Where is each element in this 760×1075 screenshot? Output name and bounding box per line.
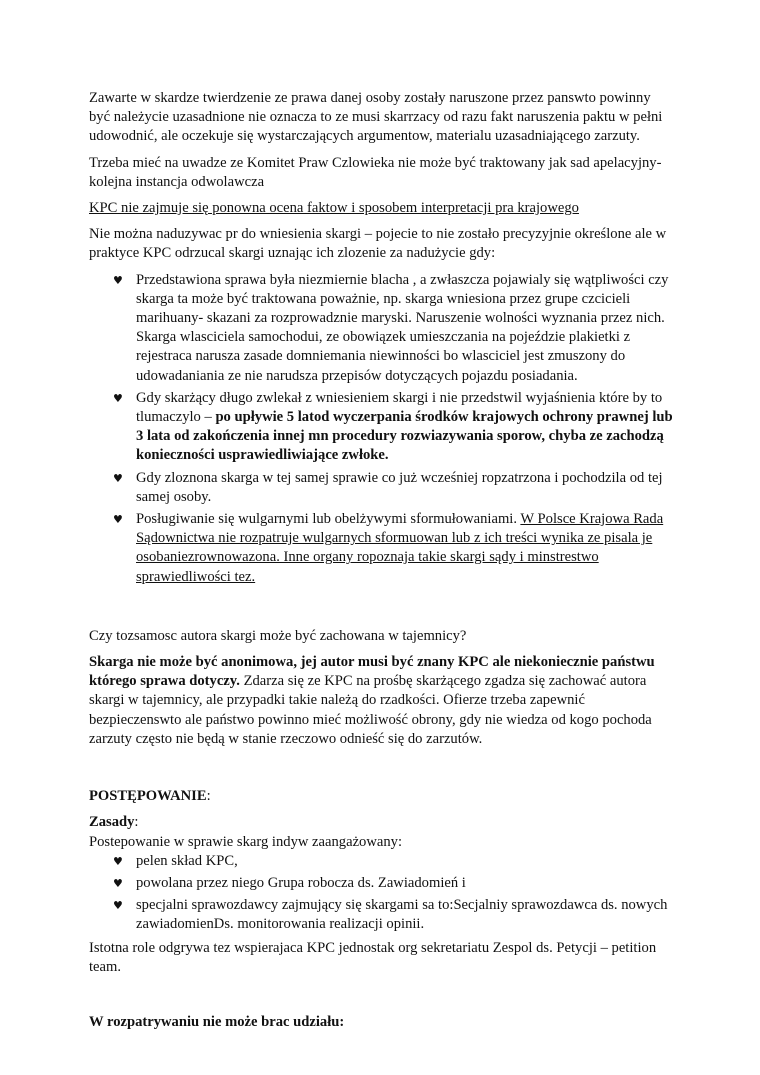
closing-heading <box>89 1013 674 1032</box>
list-item <box>89 874 674 893</box>
paragraph-justification: Zawarte w skardze twierdzenie ze prawa danej osoby zostały naruszone przez panswto powinny być należycie uzasadnione nie oznacza to ze musi skarrzacy od razu fakt naruszenia paktu w pełni udowodnić, ale oczekuje się wystarczających argumentow, materialu uzasadniającego zarzuty. <box>89 90 663 145</box>
rules-intro: Postepowanie w sprawie skarg indyw zaangażowany: <box>89 833 403 850</box>
paragraph-abuse-intro: Nie można naduzywac pr do wniesienia skargi – pojecie to nie zostało precyzyjnie określone ale w praktyce KPC odrzucal skargi uznając ich zlozenie za nadużycie gdy: <box>89 226 667 262</box>
list-item-bold-text: po upływie 5 latod wyczerpania środków krajowych ochrony prawnej lub 3 lata od zakończenia innej mn procedury rozwiazywania sporow, chyba ze zachodzą konieczności usprawiedliwiające zwłoke. <box>136 409 673 464</box>
list-item-text: Posługiwanie się wulgarnymi lub obelżywymi sformułowaniami. <box>136 511 521 528</box>
heart-bullet-icon: ♥ <box>113 854 123 868</box>
paragraph-committee-note: Trzeba mieć na uwadze ze Komitet Praw Czlowieka nie może być traktowany jak sad apelacyjny- kolejna instancja odwolawcza <box>89 154 662 190</box>
question-anonymity: Czy tozsamosc autora skargi może być zachowana w tajemnicy? <box>89 627 467 644</box>
rules-colon: : <box>134 814 139 831</box>
heart-bullet-icon: ♥ <box>113 273 123 287</box>
heart-bullet-icon: ♥ <box>113 513 123 527</box>
anonymity-bold-text: Skarga nie może być anonimowa, jej autor musi być znany KPC ale niekoniecznie państwu którego sprawa dotyczy. <box>89 654 655 690</box>
heading-procedure <box>89 787 674 806</box>
heart-bullet-icon: ♥ <box>113 876 123 890</box>
underlined-statement: KPC nie zajmuje się ponowna ocena faktow i sposobem interpretacji pra krajowego <box>89 200 579 217</box>
heading-procedure-text: POSTĘPOWANIE <box>89 788 207 805</box>
list-item <box>89 896 674 934</box>
list-item-text: Gdy skarżący długo zwlekał z wniesieniem skargi i nie przedstwil wyjaśnienia które by to tlumaczylo – <box>136 389 663 426</box>
closing-bold-text: W rozpatrywaniu nie może brac udziału: <box>89 1013 345 1030</box>
heart-bullet-icon: ♥ <box>113 899 123 913</box>
abuse-cases-list <box>89 271 674 587</box>
list-item-text: specjalni sprawozdawcy zajmujący się skargami sa to:Secjalniy sprawozdawca ds. nowych zawiadomienDs. monitorowania realizacji opinii. <box>136 897 668 933</box>
list-item-text: Gdy zloznona skarga w tej samej sprawie co już wcześniej ropzatrzona i pochodzila od tej samej osoby. <box>136 469 663 505</box>
heart-bullet-icon: ♥ <box>113 391 123 405</box>
rules-heading <box>89 813 674 832</box>
heart-bullet-icon: ♥ <box>113 471 123 485</box>
list-item <box>89 389 674 466</box>
paragraph-anonymity-answer <box>89 653 674 749</box>
list-item-text: pelen skład KPC, <box>136 852 238 869</box>
list-item <box>89 271 674 386</box>
list-item <box>89 510 674 587</box>
rules-label: Zasady <box>89 814 135 831</box>
list-item <box>89 852 674 871</box>
list-item <box>89 469 674 507</box>
participants-list <box>89 852 674 935</box>
anonymity-text: Zdarza się ze KPC na prośbę skarżącego zgadza się zachować autora skargi w tajemnicy, ale przypadki takie należą do rzadkości. Ofierze trzeba zapewnić bezpieczenswto ale państwo powinno mieć możliwość obrony, gdy nie wiedza od kogo pochoda zarzuty często nie będą w stanie rzeczowo odnieść się do zarzutów. <box>89 673 652 747</box>
list-item-text: powolana przez niego Grupa robocza ds. Zawiadomień i <box>136 874 466 891</box>
heading-colon: : <box>206 788 211 805</box>
paragraph-kpc-scope <box>89 199 674 218</box>
paragraph-secretariat: Istotna role odgrywa tez wspierajaca KPC jednostak org sekretariatu Zespol ds. Petycji – petition team. <box>89 939 657 975</box>
list-item-text: Przedstawiona sprawa była niezmiernie blacha , a zwłaszcza pojawialy się wątpliwości czy skarga ta może być traktowana poważnie, np. skarga wniesiona przez grupe czcicieli marihuany- skazani za rozprowadznie maryski. Naruszenie wolności wyznania przez nich. Skarga wlasciciela samochodui, ze obowiązek umieszczania na pojeździe plakietki z rejestraca narusza zasade domniemania niewinności bo wlasciciel jest zmuszony do udowadaniania ze nie narudsza przepisów dotyczących pojazdu posiadania. <box>136 271 669 384</box>
list-item-underlined-text: W Polsce Krajowa Rada Sądownictwa nie rozpatruje wulgarnych sformuowan lub z ich treści wynika ze pisala je osobaniezrownowazona. Inne organy ropoznaja takie skargi sądy i minstrestwo sprawiedliwości tez. <box>136 511 664 585</box>
